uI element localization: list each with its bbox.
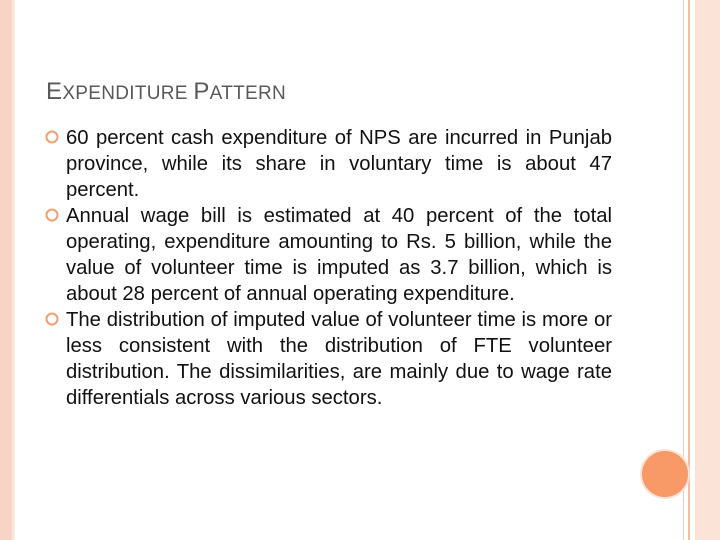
circle-bullet-icon bbox=[44, 207, 60, 223]
circle-bullet-icon bbox=[44, 129, 60, 145]
bullet-text: The distribution of imputed value of volunteer time is more or less consistent with the distribution of FTE volunteer distribution. The dissimilarities, are mainly due to wage rate differentials across various sectors. bbox=[66, 309, 612, 409]
right-vertical-rule bbox=[688, 0, 690, 540]
bullet-list bbox=[40, 125, 612, 411]
right-border-decoration bbox=[695, 0, 720, 540]
bullet-item bbox=[40, 307, 612, 411]
slide-title bbox=[46, 78, 286, 106]
circle-bullet-icon bbox=[44, 311, 60, 327]
title-initial-e: E bbox=[46, 78, 63, 105]
bullet-item bbox=[40, 203, 612, 307]
left-border-accent bbox=[12, 0, 15, 540]
bullet-item bbox=[40, 125, 612, 203]
title-word-pattern: ATTERN bbox=[209, 83, 287, 104]
left-border-decoration bbox=[0, 0, 12, 540]
title-word-expenditure: XPENDITURE bbox=[62, 83, 194, 104]
bullet-text: 60 percent cash expenditure of NPS are incurred in Punjab province, while its share in voluntary time is about 47 percent. bbox=[66, 127, 612, 201]
bullet-text: Annual wage bill is estimated at 40 percent of the total operating, expenditure amounting to Rs. 5 billion, while the value of volunteer time is imputed as 3.7 billion, which is about 28 percent of annual operating expenditure. bbox=[66, 205, 612, 305]
title-initial-p: P bbox=[193, 78, 210, 105]
decorative-orb bbox=[640, 449, 690, 499]
